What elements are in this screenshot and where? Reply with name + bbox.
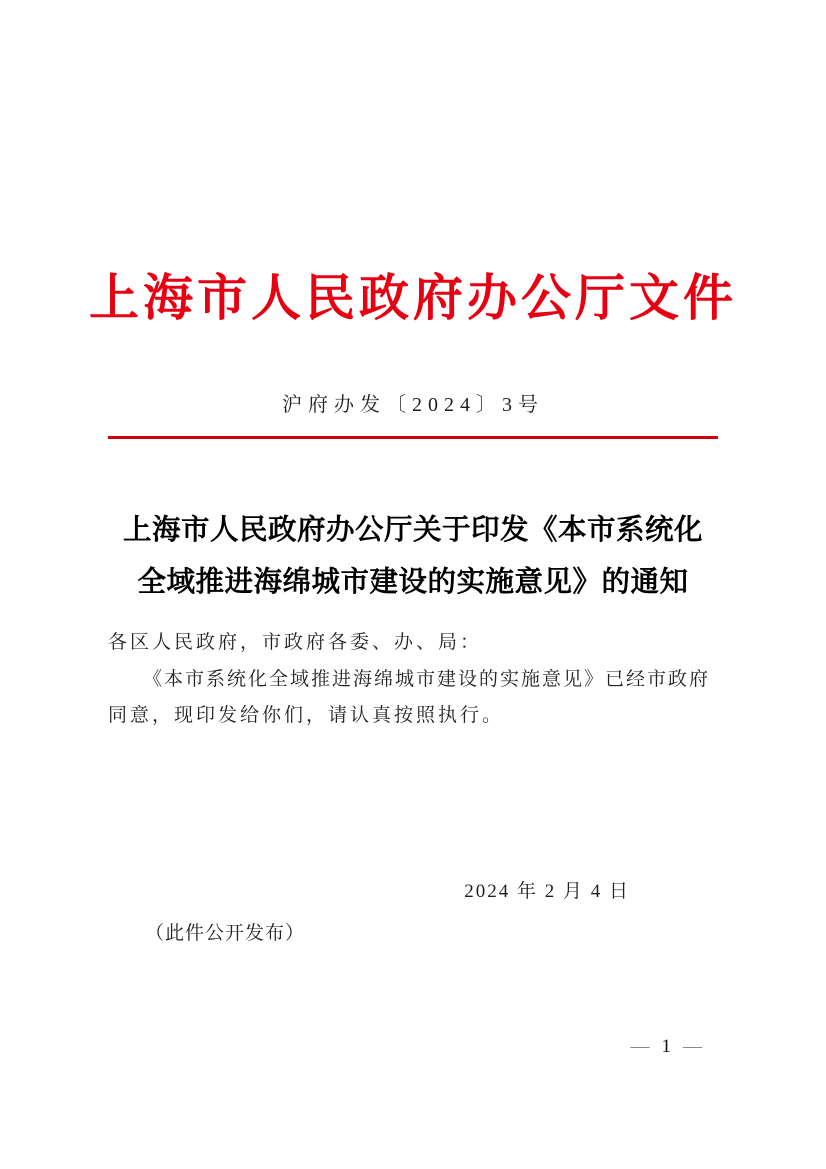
body-paragraph-line1: 《本市系统化全域推进海绵城市建设的实施意见》已经市政府: [143, 669, 711, 690]
page-number-value: 1: [661, 1036, 671, 1057]
letterhead-title: 上海市人民政府办公厅文件: [89, 270, 737, 326]
page-number: [631, 1033, 703, 1061]
page-number-dash-right: —: [683, 1036, 702, 1057]
document-title-line2: 全域推进海绵城市建设的实施意见》的通知: [137, 567, 689, 598]
body-paragraph-line2: 同意，现印发给你们，请认真按照执行。: [108, 705, 505, 726]
red-rule-divider: [108, 436, 718, 439]
document-title-line1: 上海市人民政府办公厅关于印发《本市系统化: [122, 515, 703, 546]
document-title: [0, 505, 826, 609]
issue-date: 2024 年 2 月 4 日: [464, 881, 630, 902]
salutation: 各区人民政府，市政府各委、办、局：: [108, 632, 483, 653]
doc-number: 沪府办发〔2024〕3号: [282, 394, 544, 416]
public-release-note: （此件公开发布）: [145, 923, 306, 944]
page-number-dash-left: —: [630, 1036, 650, 1057]
